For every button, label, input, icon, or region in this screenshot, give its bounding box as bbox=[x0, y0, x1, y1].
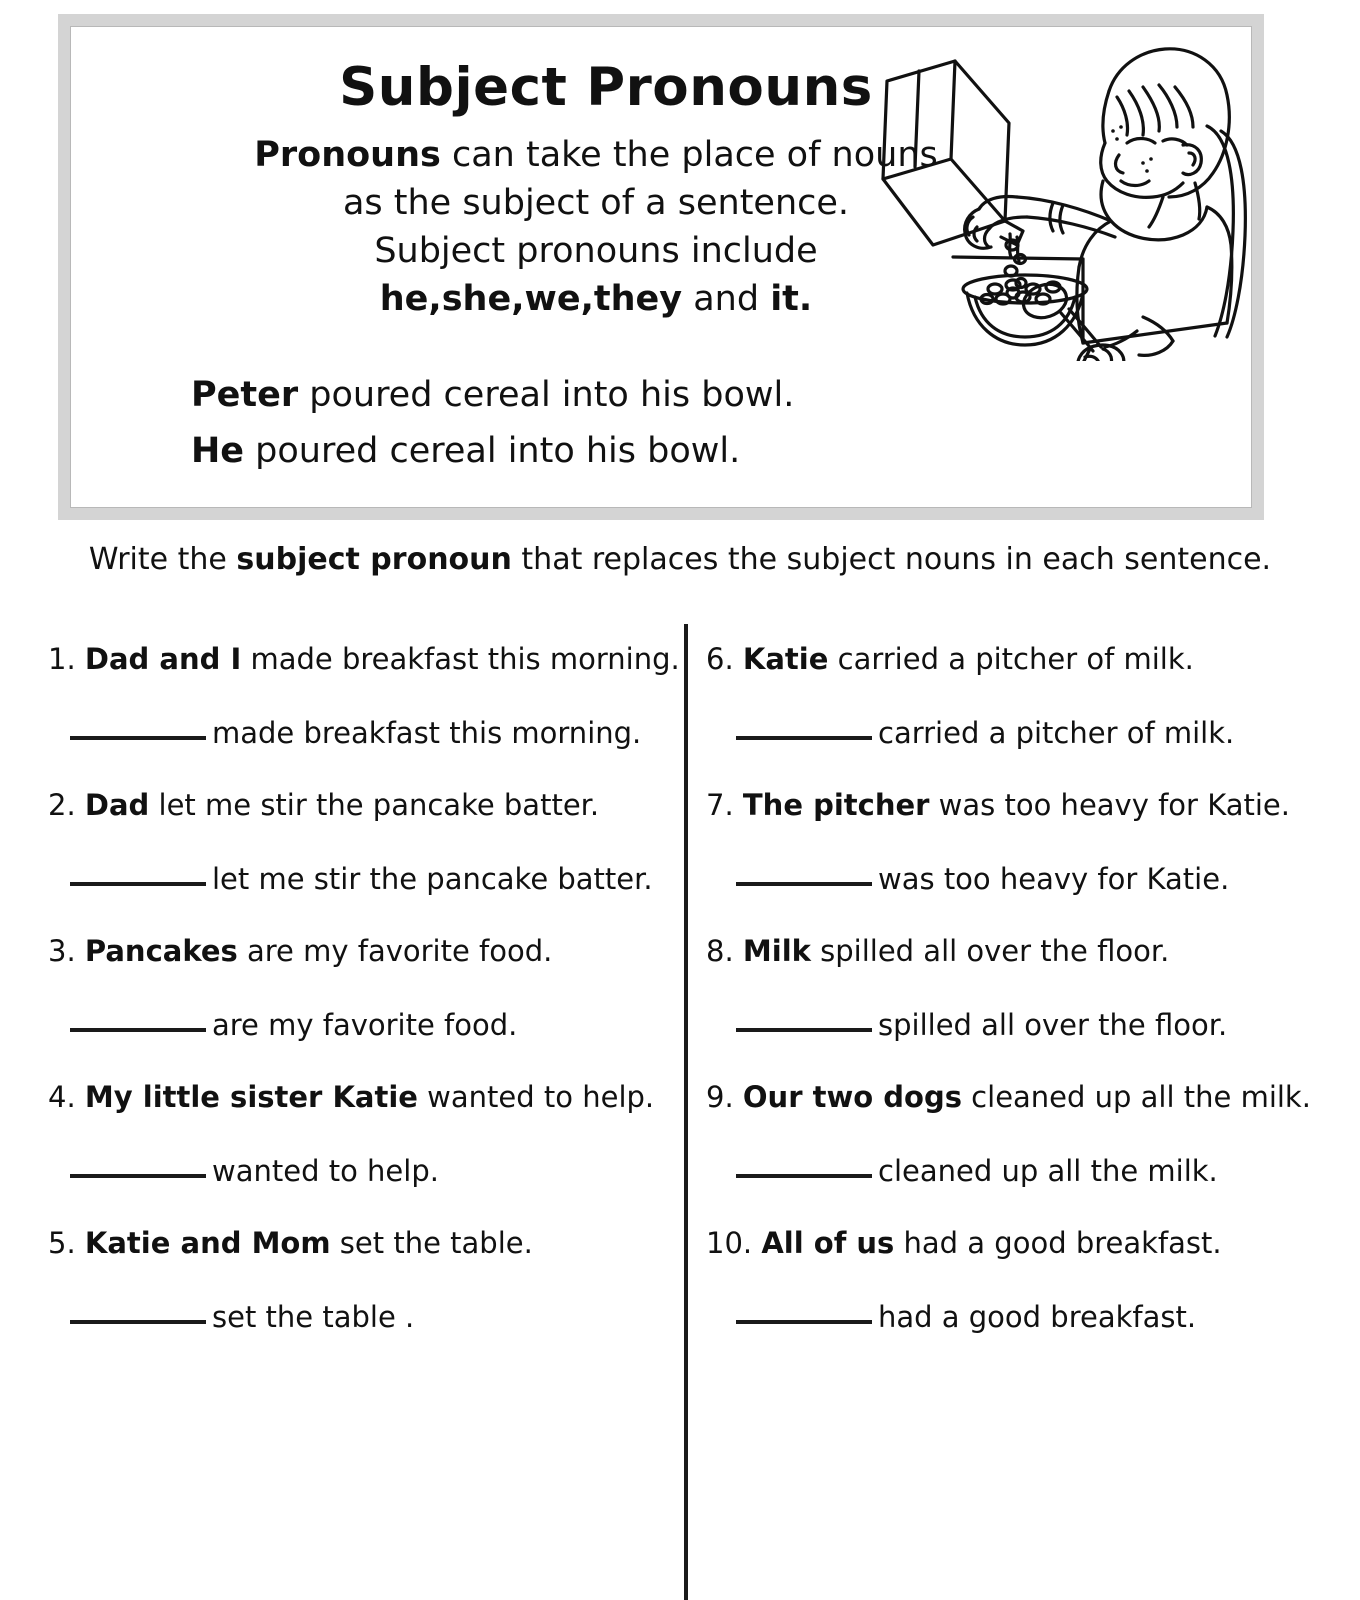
question-10-answer-tail: had a good breakfast. bbox=[878, 1300, 1197, 1334]
question-8-answer-line bbox=[706, 1006, 1324, 1044]
question-item-9 bbox=[706, 1078, 1324, 1190]
question-8-number: 8. bbox=[706, 934, 734, 968]
header-box-inner bbox=[70, 26, 1252, 508]
question-8-answer-tail: spilled all over the floor. bbox=[878, 1008, 1228, 1042]
question-3-sentence bbox=[48, 932, 672, 970]
question-3-answer-tail: are my favorite food. bbox=[212, 1008, 518, 1042]
answer-blank-1[interactable] bbox=[70, 736, 206, 740]
answer-blank-6[interactable] bbox=[736, 736, 872, 740]
question-1-answer-tail: made breakfast this morning. bbox=[212, 716, 642, 750]
question-2-subject: Dad bbox=[84, 788, 150, 822]
question-4-subject: My little sister Katie bbox=[84, 1080, 418, 1114]
question-6-answer-line bbox=[706, 714, 1324, 752]
answer-blank-5[interactable] bbox=[70, 1320, 206, 1324]
question-6-sentence bbox=[706, 640, 1324, 678]
question-1-sentence bbox=[48, 640, 680, 678]
question-3-number: 3. bbox=[48, 934, 76, 968]
answer-blank-3[interactable] bbox=[70, 1028, 206, 1032]
question-5-number: 5. bbox=[48, 1226, 76, 1260]
question-4-predicate: wanted to help. bbox=[417, 1080, 655, 1114]
question-1-subject: Dad and I bbox=[84, 642, 242, 676]
question-8-predicate: spilled all over the floor. bbox=[810, 934, 1170, 968]
question-2-predicate: let me stir the pancake batter. bbox=[149, 788, 600, 822]
question-10-answer-line bbox=[706, 1298, 1324, 1336]
answer-blank-10[interactable] bbox=[736, 1320, 872, 1324]
page-title: Subject Pronouns bbox=[339, 57, 873, 118]
question-6-answer-tail: carried a pitcher of milk. bbox=[878, 716, 1235, 750]
question-3-predicate: are my favorite food. bbox=[237, 934, 553, 968]
column-divider bbox=[684, 624, 688, 1600]
question-6-predicate: carried a pitcher of milk. bbox=[828, 642, 1194, 676]
question-item-2 bbox=[48, 786, 672, 898]
example-sentence-2 bbox=[191, 423, 794, 479]
question-5-answer-tail: set the table . bbox=[212, 1300, 415, 1334]
question-4-number: 4. bbox=[48, 1080, 76, 1114]
instruction-after: that replaces the subject nouns in each sentence. bbox=[511, 542, 1272, 577]
question-7-answer-tail: was too heavy for Katie. bbox=[878, 862, 1230, 896]
intro-line-3: Subject pronouns include bbox=[374, 231, 818, 271]
question-4-sentence bbox=[48, 1078, 672, 1116]
question-8-sentence bbox=[706, 932, 1324, 970]
question-5-subject: Katie and Mom bbox=[84, 1226, 331, 1260]
question-2-answer-tail: let me stir the pancake batter. bbox=[212, 862, 653, 896]
answer-blank-7[interactable] bbox=[736, 882, 872, 886]
question-item-3 bbox=[48, 932, 672, 1044]
question-item-4 bbox=[48, 1078, 672, 1190]
answer-blank-8[interactable] bbox=[736, 1028, 872, 1032]
question-item-7 bbox=[706, 786, 1324, 898]
question-item-5 bbox=[48, 1224, 672, 1336]
answer-blank-2[interactable] bbox=[70, 882, 206, 886]
example-1-subject: Peter bbox=[191, 375, 299, 415]
question-3-subject: Pancakes bbox=[84, 934, 238, 968]
question-3-answer-line bbox=[48, 1006, 672, 1044]
intro-keyword-pronouns: Pronouns bbox=[254, 135, 441, 175]
question-item-8 bbox=[706, 932, 1324, 1044]
question-6-subject: Katie bbox=[742, 642, 829, 676]
boy-pouring-cereal-illustration bbox=[877, 31, 1247, 361]
question-1-number: 1. bbox=[48, 642, 76, 676]
question-2-answer-line bbox=[48, 860, 672, 898]
intro-line-1-rest: can take the place of nouns bbox=[440, 135, 938, 175]
question-7-number: 7. bbox=[706, 788, 734, 822]
question-7-sentence bbox=[706, 786, 1324, 824]
question-1-answer-line bbox=[48, 714, 672, 752]
question-5-predicate: set the table. bbox=[330, 1226, 533, 1260]
question-10-predicate: had a good breakfast. bbox=[894, 1226, 1222, 1260]
questions-column-left bbox=[48, 640, 680, 1336]
answer-blank-4[interactable] bbox=[70, 1174, 206, 1178]
question-item-6 bbox=[706, 640, 1324, 752]
question-9-sentence bbox=[706, 1078, 1324, 1116]
question-5-answer-line bbox=[48, 1298, 672, 1336]
instruction-before: Write the bbox=[88, 542, 237, 577]
question-6-number: 6. bbox=[706, 642, 734, 676]
intro-pronoun-list: he,she,we,they bbox=[379, 279, 683, 319]
example-2-subject: He bbox=[191, 431, 245, 471]
instruction-keyword: subject pronoun bbox=[236, 542, 512, 577]
question-4-answer-tail: wanted to help. bbox=[212, 1154, 439, 1188]
example-sentences bbox=[191, 367, 794, 479]
example-2-rest: poured cereal into his bowl. bbox=[244, 431, 741, 471]
answer-blank-9[interactable] bbox=[736, 1174, 872, 1178]
question-9-answer-tail: cleaned up all the milk. bbox=[878, 1154, 1218, 1188]
question-7-subject: The pitcher bbox=[742, 788, 930, 822]
instruction-line bbox=[0, 542, 1360, 577]
question-2-number: 2. bbox=[48, 788, 76, 822]
question-7-answer-line bbox=[706, 860, 1324, 898]
question-item-1 bbox=[48, 640, 680, 752]
question-5-sentence bbox=[48, 1224, 672, 1262]
question-item-10 bbox=[706, 1224, 1324, 1336]
questions-column-right bbox=[706, 640, 1324, 1336]
question-10-subject: All of us bbox=[761, 1226, 895, 1260]
question-7-predicate: was too heavy for Katie. bbox=[929, 788, 1290, 822]
question-2-sentence bbox=[48, 786, 672, 824]
question-9-number: 9. bbox=[706, 1080, 734, 1114]
question-9-answer-line bbox=[706, 1152, 1324, 1190]
intro-pronoun-it: it. bbox=[770, 279, 813, 319]
header-box bbox=[58, 14, 1264, 520]
question-1-predicate: made breakfast this morning. bbox=[241, 642, 680, 676]
intro-conjunction: and bbox=[682, 279, 771, 319]
example-1-rest: poured cereal into his bowl. bbox=[298, 375, 795, 415]
question-4-answer-line bbox=[48, 1152, 672, 1190]
example-sentence-1 bbox=[191, 367, 794, 423]
question-9-predicate: cleaned up all the milk. bbox=[961, 1080, 1311, 1114]
question-10-sentence bbox=[706, 1224, 1324, 1262]
intro-line-2: as the subject of a sentence. bbox=[342, 183, 850, 223]
question-10-number: 10. bbox=[706, 1226, 753, 1260]
question-9-subject: Our two dogs bbox=[742, 1080, 962, 1114]
question-8-subject: Milk bbox=[742, 934, 811, 968]
